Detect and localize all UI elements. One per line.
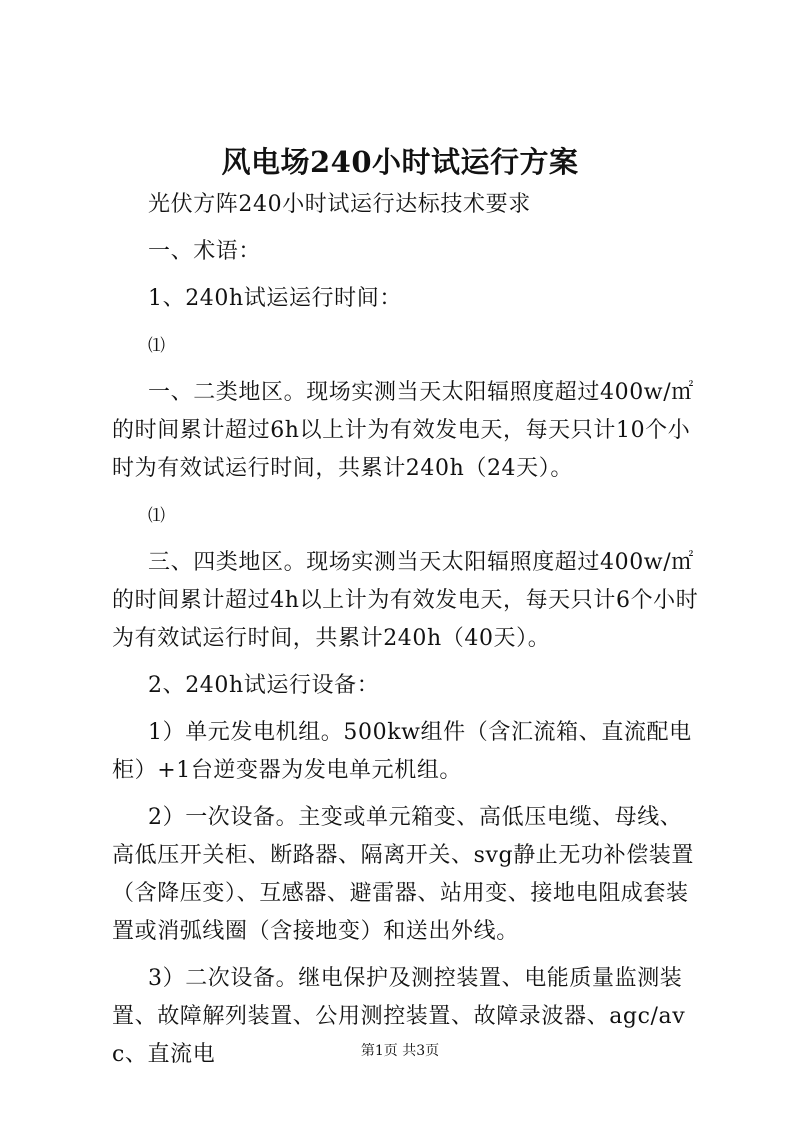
page-footer: 第1页 共3页 (360, 1043, 440, 1059)
paragraph-equipment-heading: 2、240h试运行设备： (148, 673, 380, 698)
paragraph-marker: ⑴ (148, 506, 166, 526)
paragraph-runtime-heading: 1、240h试运运行时间： (148, 286, 402, 311)
paragraph-primary-equipment: 2）一次设备。主变或单元箱变、高低压电缆、母线、高低压开关柜、断路器、隔离开关、svg静止无功补偿装置（含降压变）、互感器、避雷器、站用变、接地电阻成套装置或消弧线圈（含接地变）和送出外线。 (112, 805, 695, 944)
document-title: 风电场240小时试运行方案 (221, 145, 579, 179)
document-body (112, 186, 702, 1083)
paragraph-secondary-equipment: 3）二次设备。继电保护及测控装置、电能质量监测装置、故障解列装置、公用测控装置、故障录波器、agc/avc、直流电 (112, 966, 686, 1067)
paragraph-terms-heading: 一、术语： (148, 239, 262, 264)
paragraph-region-1-2: 一、二类地区。现场实测当天太阳辐照度超过400w/㎡的时间累计超过6h以上计为有效发电天，每天只计10个小时为有效试运行时间，共累计240h（24天）。 (112, 380, 694, 481)
paragraph-generation-unit: 1）单元发电机组。500kw组件（含汇流箱、直流配电柜）+1台逆变器为发电单元机组。 (112, 720, 692, 783)
paragraph-region-3-4: 三、四类地区。现场实测当天太阳辐照度超过400w/㎡的时间累计超过4h以上计为有效发电天，每天只计6个小时为有效试运行时间，共累计240h（40天）。 (112, 550, 699, 651)
paragraph-marker: ⑴ (148, 336, 166, 356)
paragraph-subtitle: 光伏方阵240小时试运行达标技术要求 (148, 192, 531, 217)
